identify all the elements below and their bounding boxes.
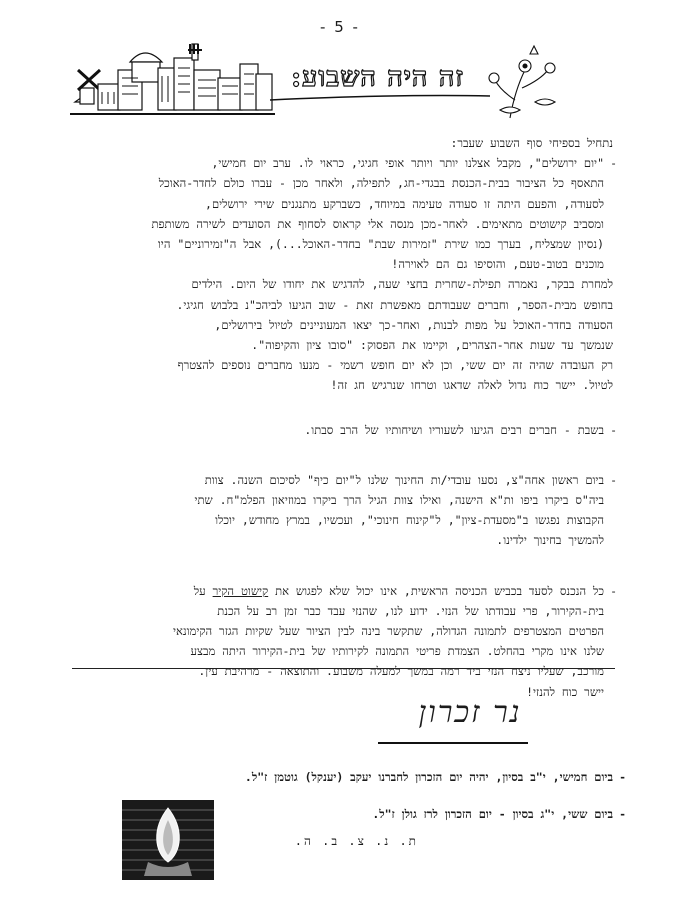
memorial-line: - ביום חמישי, י"ב בסיון, יהיה יום הזכרון לחברנו יעקב (יענקל) גוטמן ז"ל.: [128, 770, 623, 784]
text-line: הקבוצות נפגשו ב"מסעדת-ציון", ל"קינוח חינוכי", ועכשיו, במרץ מחודש, יוכלו: [215, 513, 604, 528]
text-line: מוכנים בטוב-טעם, והוסיפו גם הם לאוירה!: [391, 257, 604, 272]
text-line: בית-הקירור, פרי עבודתו של הנזי. ידוע לנו, שהנזי עבד כבר זמן רב על הכנת: [217, 603, 604, 618]
text-line: שנמשך עד שעות אחר-הצהרים, וקיימו את הפסוק: "סובו ציון והקיפוה".: [251, 338, 613, 353]
memorial-line: - ביום ששי, י"ג בסיון - יום הזכרון לרז גולן ז"ל.: [218, 807, 623, 821]
text-line: מורכב, שעליו ניצח הנזי ביד רמה במשך למעלה משבוע. והתוצאה - מרהיבת עין.: [198, 664, 604, 679]
text-line: - כל הנכנס לסעד בכביש הכניסה הראשית, אינו יכול שלא לפגוש את קישוט הקיר על: [193, 583, 604, 598]
news-item-continuation: [68, 274, 613, 395]
section-divider: [72, 668, 615, 669]
news-item-wall-decoration: [68, 581, 613, 702]
text-line: לטיול. יישר כוח גדול לאלה שדאגו וטרחו שנרגיש חג זה!: [330, 378, 613, 393]
text-line: - "יום ירושלים", מקבל אצלנו יותר ויותר אופי חגיגי, כראוי לו. ערב יום חמישי,: [211, 156, 604, 171]
header-title: זה היה השבוע:: [291, 62, 464, 93]
memorial-candle-icon: [122, 800, 214, 880]
text-line: לסעודה, והפעם היתה זו סעודה טעימה במיוחד, כשברקע מתנגנים שירי ירושלים,: [205, 196, 604, 211]
text-line: התאסף כל הציבור בבית-הכנסת בבגדי-חג, לתפילה, ולאחר מכן - עברו כולם לחדר-האוכל: [158, 176, 604, 191]
text-line: בחופש מבית-הספר, וחברים שעבודתם מאפשרת זאת - שוב הגיעו לביהכ"נ בלבוש חגיגי.: [176, 297, 613, 312]
text-line: ביה"ס ביקרו ביפו ות"א הישנה, ואילו צוות הגיל הרך ביקרו במוזיאון הפלמ"ח. שתי: [194, 493, 604, 508]
news-item-shabbat: [68, 420, 613, 440]
memorial-title: נר זכרון: [418, 695, 522, 730]
memorial-title-underline: [378, 742, 528, 744]
intro-line: נתחיל בספיחי סוף השבוע שעבר:: [450, 136, 613, 150]
memorial-abbreviation: ת. נ. צ. ב. ה.: [294, 834, 418, 848]
text-line: ומסביב קישוטים מתאימים. לאחר-מכן מנסה אלי קראוס לסחוף את הסועדים לשירה משותפת: [151, 216, 604, 231]
text-line: למחרת בבקר, נאמרה תפילת-שחרית בחצי שעה, להדגיש את יחודו של היום. הילדים: [191, 277, 613, 292]
news-item-jerusalem-day: [68, 153, 613, 274]
page-number: - 5 -: [320, 18, 360, 36]
text-line: הפרטים המצטרפים לתמונה הגדולה, שתקשר בינה לבין הציור שעל שקיות הגזר הקימונאי: [172, 624, 604, 639]
text-line: להמשיך בחינוך ילדינו.: [496, 533, 604, 548]
text-line: - בשבת - חברים רבים הגיעו לשעוריו ושיחותיו של הרב סבתו.: [304, 422, 604, 437]
text-line: רק העובדה שהיה זה יום ששי, וכן לא יום חופש רשמי - מנעו מחברים נוספים להצטרף: [177, 358, 613, 373]
text-line: - ביום ראשון אחה"צ, נסעו עובדי/ות החינוך שלנו ל"יום כיף" לסיכום השנה. צוות: [204, 472, 604, 487]
text-line: (נסיון שמצליח, בערך כמו שירת "זמירות שבת" בחדר-האוכל...), אבל ה"זמירוניים" היו: [157, 237, 604, 252]
closing-line: יישר כוח להנזי!: [526, 684, 604, 699]
article-body: [68, 133, 613, 702]
text-line: הסעודה בחדר-האוכל על מפות לבנות, ואחר-כך יצאו המעוניינים לטיול בירושלים,: [214, 317, 613, 332]
text-line: שלנו אינו מקרי בהחלט. הצמדת פריטי התמונה לקירותיו של בית-הקירור היתה מבצע: [190, 644, 604, 659]
news-item-education-day: [68, 470, 613, 551]
underlined-phrase: קישוט הקיר: [212, 583, 269, 598]
